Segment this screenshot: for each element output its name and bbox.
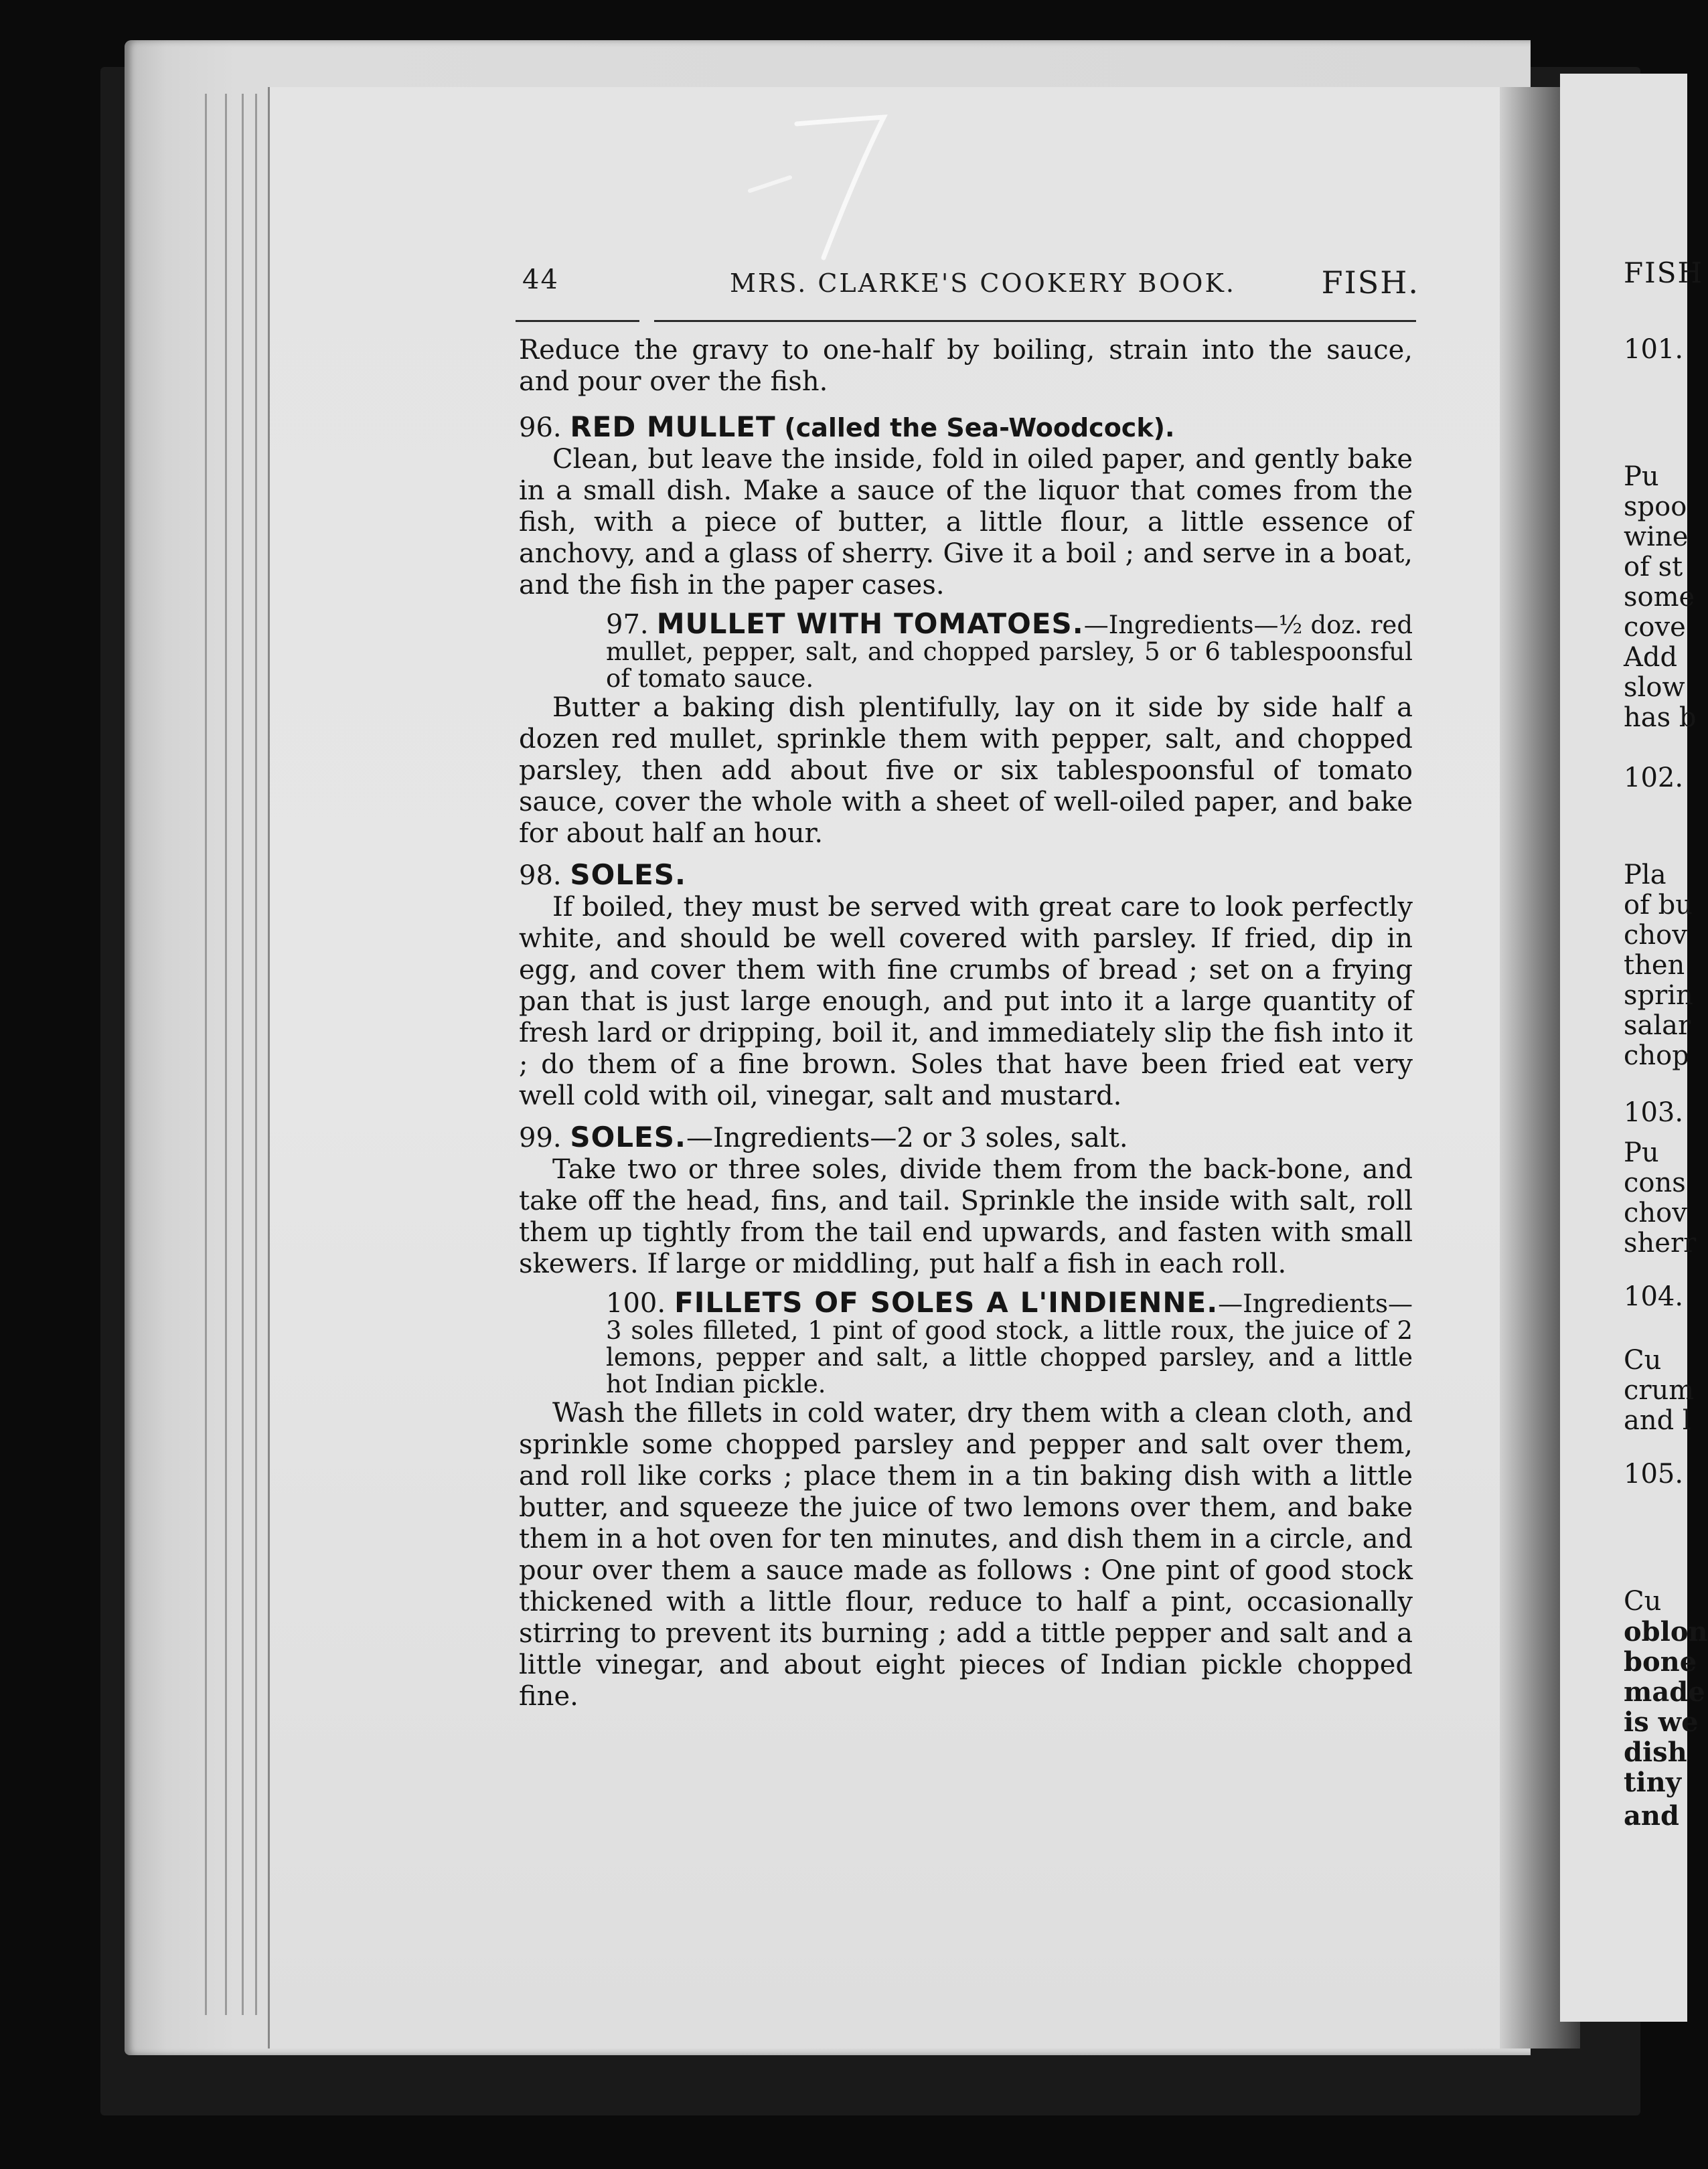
page-edge-line	[255, 94, 257, 2015]
right-page-line: chop	[1624, 1040, 1689, 1071]
right-page-line: cons	[1624, 1168, 1686, 1198]
recipe-number: 99.	[519, 1123, 562, 1153]
right-page-line: Add	[1624, 642, 1678, 673]
recipe-97-text: Butter a baking dish plentifully, lay on it side by side half a dozen red mullet, sprinkle them with pepper, salt, and chopped parsley, then add about five or six tablespoonsful of tomato sauce, cover the whole with a sheet of well-oiled paper, and bake for about half an hour.	[519, 692, 1413, 849]
right-page-line: 105.	[1624, 1459, 1684, 1490]
right-page-line: Cu	[1624, 1586, 1662, 1617]
right-page-line: Pu	[1624, 1137, 1659, 1168]
right-page-line: and l	[1624, 1405, 1691, 1436]
recipe-subtitle: (called the Sea-Woodcock).	[784, 413, 1175, 443]
recipe-number: 96.	[519, 412, 562, 443]
recipe-name: SOLES.	[570, 1121, 686, 1153]
recipe-ingredients: —Ingredients— 3 soles filleted, 1 pint of good stock, a little roux, the juice of 2 lemons, pepper and salt, a little chopped parsley, and a little hot Indian pickle.	[606, 1289, 1413, 1398]
right-page-line: of st	[1624, 552, 1683, 582]
recipe-99-heading	[519, 1121, 1413, 1154]
right-page-line: cove	[1624, 612, 1686, 643]
page-body	[519, 335, 1413, 1722]
recipe-100-heading	[519, 1286, 1413, 1398]
page-edge-line	[205, 94, 207, 2015]
right-page-line: made	[1624, 1676, 1705, 1708]
right-page-line: spoo	[1624, 491, 1687, 522]
right-page-line: Cu	[1624, 1345, 1662, 1376]
right-page-line: dish	[1624, 1737, 1687, 1768]
right-page-header: FISH	[1624, 256, 1704, 289]
recipe-number: 100.	[606, 1288, 666, 1319]
carryover-paragraph: Reduce the gravy to one-half by boiling, strain into the sauce, and pour over the fish.	[519, 335, 1413, 397]
right-page-line: then	[1624, 950, 1685, 981]
recipe-96-heading	[519, 411, 1413, 444]
right-page-line: some	[1624, 582, 1695, 613]
recipe-number: 98.	[519, 860, 562, 891]
right-page-line: oblon	[1624, 1616, 1708, 1648]
right-page-line: wine	[1624, 521, 1689, 552]
right-page-line: of bu	[1624, 890, 1693, 920]
recipe-100-text: Wash the fillets in cold water, dry them with a clean cloth, and sprinkle some chopped parsley and pepper and salt over them, and roll like corks ; place them in a tin baking dish with a little butter, and squeeze the juice of two lemons over them, and bake them in a hot oven for ten minutes, and dish them in a circle, and pour over them a sauce made as follows : One pint of good stock thickened with a little flour, reduce to half a pint, occasionally stirring to prevent its burning ; add a tittle pepper and salt and a little vinegar, and about eight pieces of Indian pickle chopped fine.	[519, 1398, 1413, 1712]
header-rule-gap	[639, 320, 654, 322]
recipe-name: MULLET WITH TOMATOES.	[656, 607, 1084, 640]
right-page-line: 104.	[1624, 1281, 1684, 1312]
right-page-line: and	[1624, 1800, 1679, 1832]
right-page-line: 103.	[1624, 1097, 1684, 1128]
page-number: 44	[522, 264, 559, 295]
recipe-99-text: Take two or three soles, divide them from the back-bone, and take off the head, fins, and tail. Sprinkle the inside with salt, roll them up tightly from the tail end upwards, and fasten with small skewers. If large or middling, put half a fish in each roll.	[519, 1154, 1413, 1279]
page-edge-line	[242, 94, 244, 2015]
right-page-line: tiny	[1624, 1767, 1681, 1798]
right-page-line: crum	[1624, 1375, 1695, 1406]
right-page-line: Pla	[1624, 860, 1666, 890]
right-page-line: Pu	[1624, 461, 1659, 492]
recipe-name: FILLETS OF SOLES A L'INDIENNE.	[674, 1286, 1219, 1319]
recipe-ingredients: —Ingredients—½ doz. red mullet, pepper, salt, and chopped parsley, 5 or 6 tablespoonsful of tomato sauce.	[606, 611, 1413, 693]
section-title: FISH.	[1321, 264, 1419, 301]
right-page-line: chov	[1624, 920, 1687, 951]
recipe-98-heading	[519, 859, 1413, 892]
right-page-line: bone	[1624, 1646, 1697, 1678]
running-header	[522, 264, 1419, 305]
recipe-96-text: Clean, but leave the inside, fold in oiled paper, and gently bake in a small dish. Make a sauce of the liquor that comes from the fish, with a piece of butter, a little flour, a little essence of anchovy, and a glass of sherry. Give it a boil ; and serve in a boat, and the fish in the paper cases.	[519, 444, 1413, 600]
recipe-ingredients: —Ingredients—2 or 3 soles, salt.	[686, 1123, 1128, 1153]
recipe-98-text: If boiled, they must be served with great care to look perfectly white, and should be well covered with parsley. If fried, dip in egg, and cover them with fine crumbs of bread ; set on a frying pan that is just large enough, and put into it a large quantity of fresh lard or dripping, boil it, and immediately slip the fish into it ; do them of a fine brown. Soles that have been fried eat very well cold with oil, vinegar, salt and mustard.	[519, 892, 1413, 1111]
recipe-name: SOLES.	[570, 858, 686, 891]
right-page-line: sprin	[1624, 980, 1693, 1011]
page-edge-line	[225, 94, 227, 2015]
right-page-line: slow	[1624, 672, 1685, 703]
recipe-97-heading	[519, 607, 1413, 693]
right-page-line: salar	[1624, 1010, 1691, 1041]
running-title: MRS. CLARKE'S COOKERY BOOK.	[730, 268, 1236, 298]
right-page-line: chov	[1624, 1198, 1687, 1228]
pencil-mark-7	[723, 110, 897, 264]
right-page-line: sherr	[1624, 1228, 1697, 1259]
recipe-number: 97.	[606, 609, 649, 640]
right-page-line: 101.	[1624, 334, 1684, 365]
right-page-line: is we	[1624, 1706, 1699, 1738]
recipe-name: RED MULLET	[570, 410, 776, 443]
right-page-line: 102.	[1624, 762, 1684, 793]
right-page-line: has b	[1624, 702, 1697, 733]
